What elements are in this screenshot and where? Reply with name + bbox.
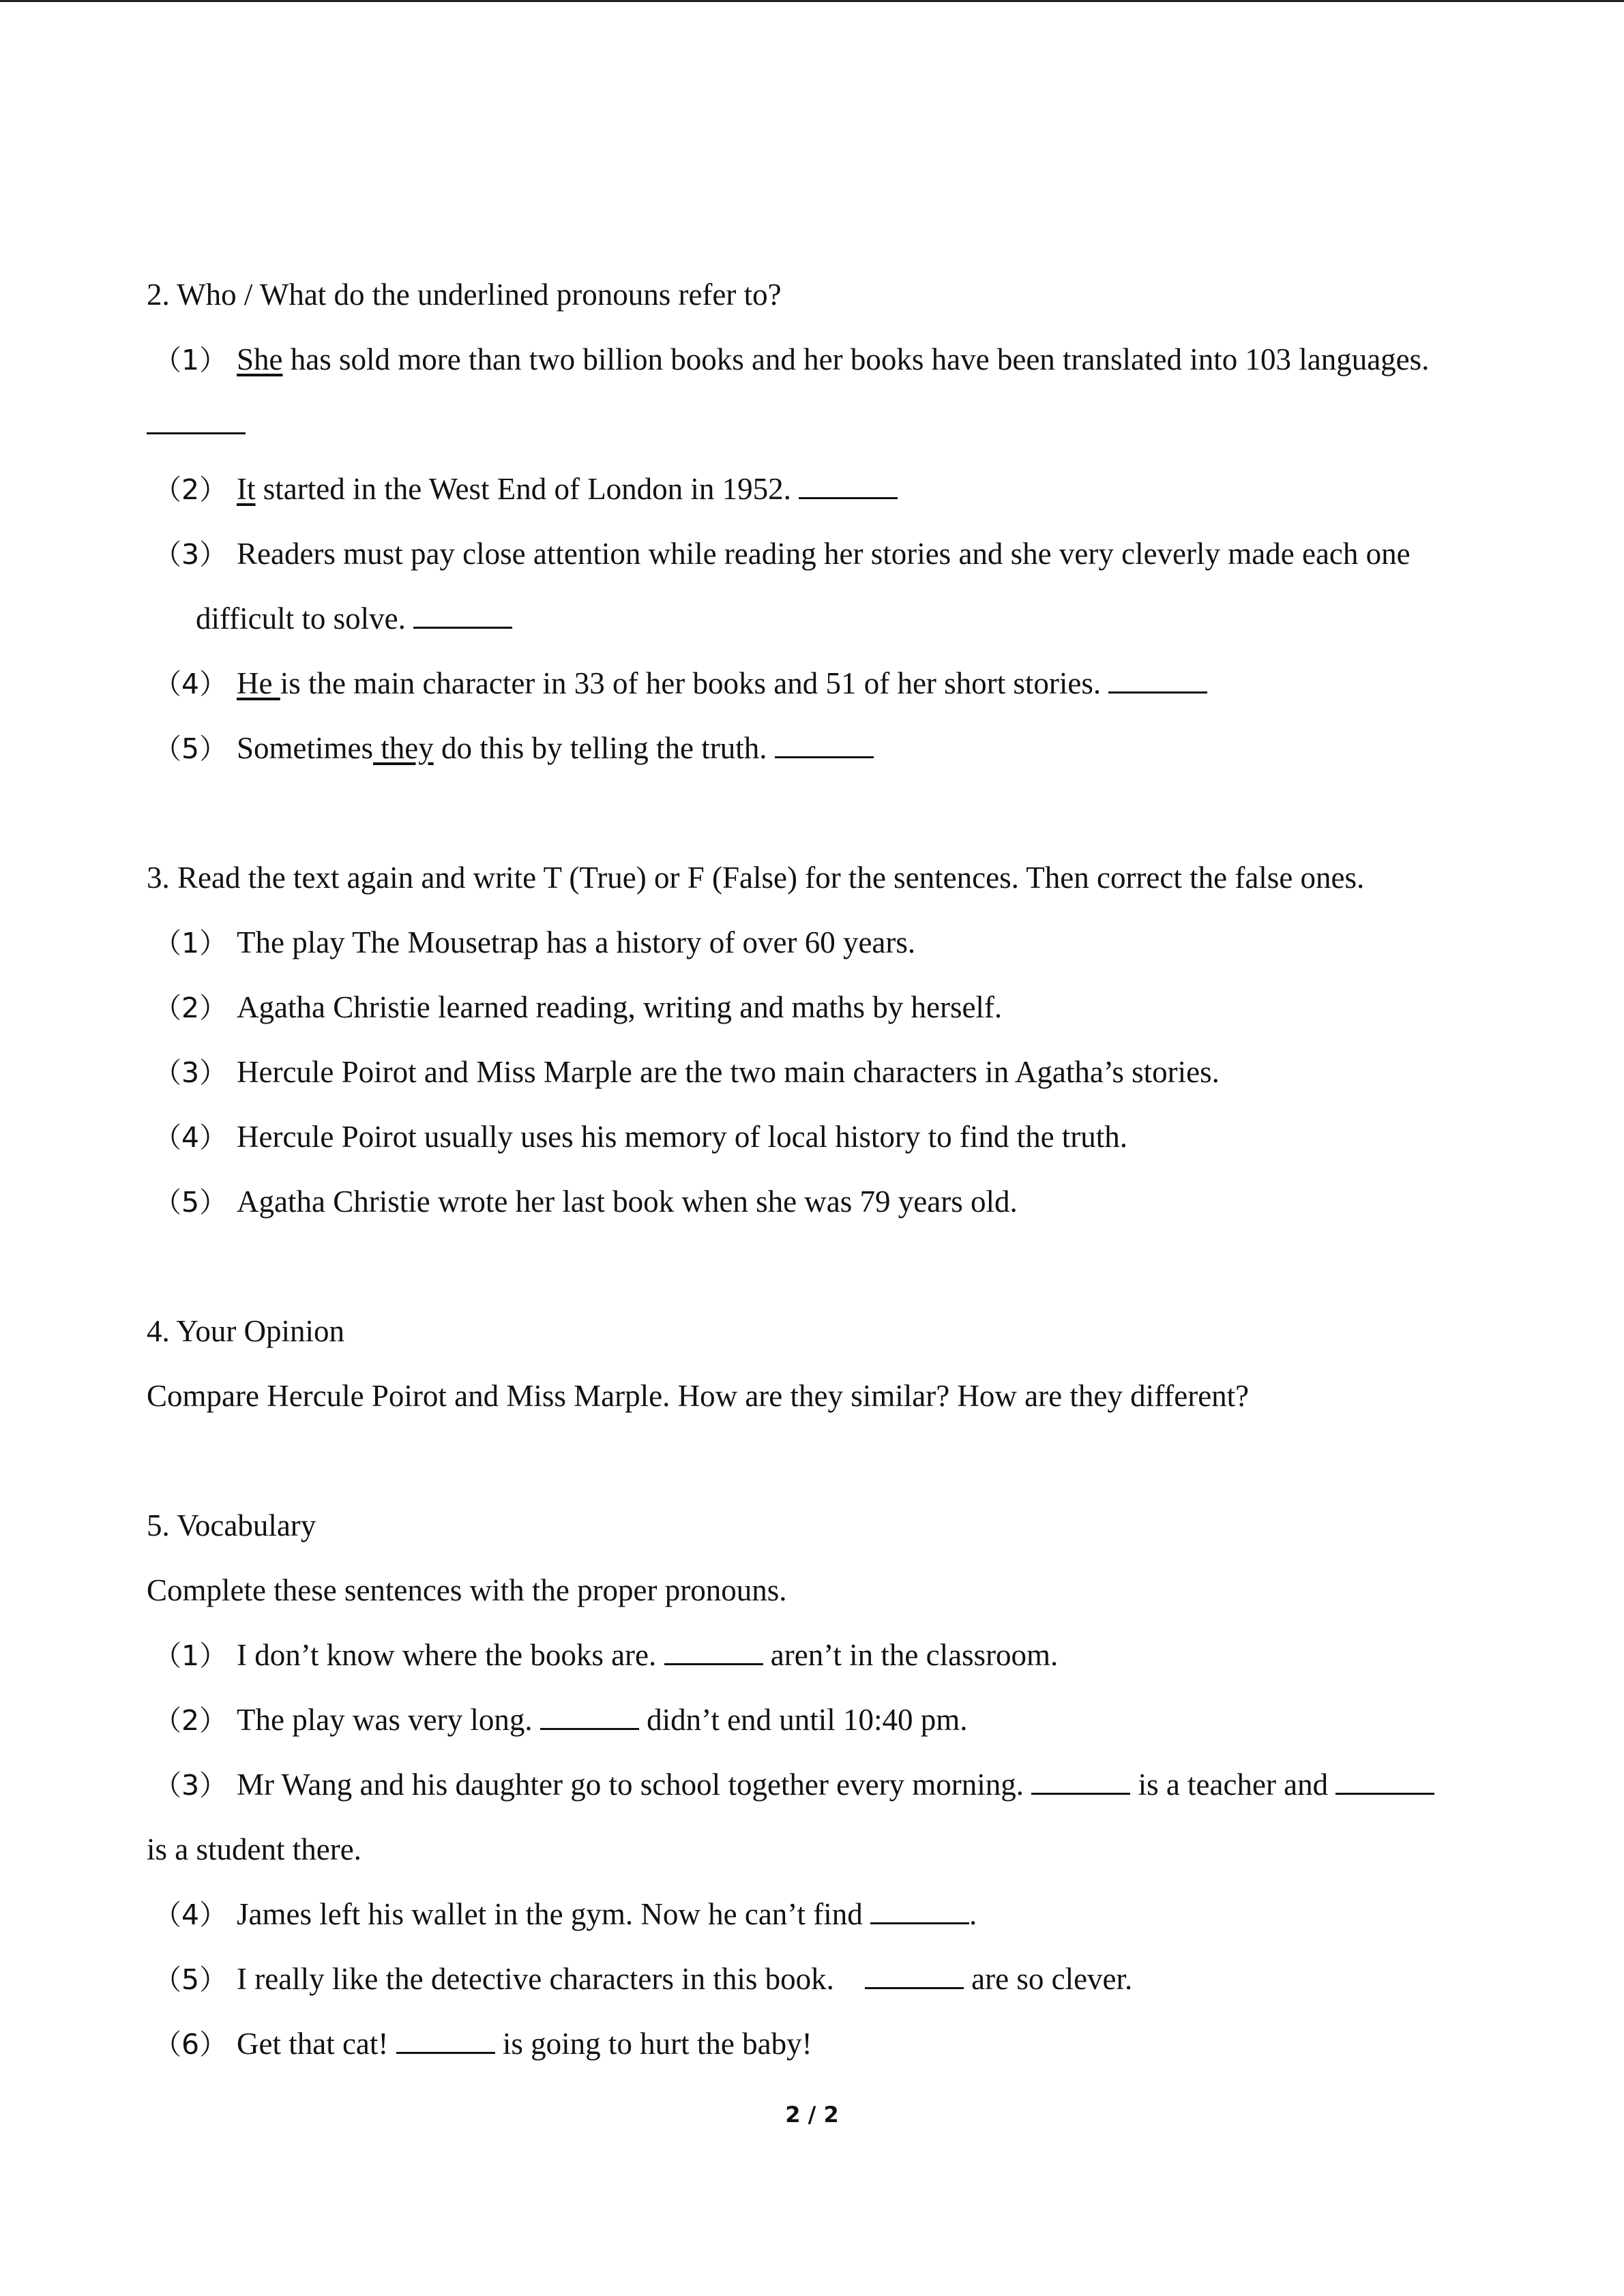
item-text: Agatha Christie learned reading, writing and maths by herself. (237, 990, 1003, 1024)
answer-blank[interactable] (799, 462, 898, 499)
underlined-pronoun: they (373, 731, 434, 765)
item-number: （2） (153, 992, 228, 1024)
item-text: are so clever. (963, 1962, 1133, 1996)
item-text: started in the West End of London in 1952. (255, 472, 799, 506)
item-number: （3） (153, 538, 228, 571)
q2-item-5 (147, 721, 1483, 786)
item-text: is the main character in 33 of her books and 51 of her short stories. (280, 666, 1109, 700)
item-number: （3） (153, 1769, 228, 1802)
q5-item-1 (147, 1628, 1483, 1693)
item-number: （6） (153, 2028, 228, 2061)
q3-item-4 (147, 1109, 1483, 1174)
answer-blank[interactable] (870, 1887, 969, 1924)
answer-blank[interactable] (540, 1693, 639, 1730)
underlined-pronoun: It (237, 472, 256, 506)
underlined-pronoun: He (237, 666, 280, 700)
q5-title: 5. Vocabulary (147, 1508, 316, 1542)
answer-blank[interactable] (775, 721, 874, 758)
q5-item-5 (147, 1952, 1483, 2016)
q5-item-4 (147, 1887, 1483, 1952)
q2-item-1 (147, 332, 1483, 397)
q2-item-3-continued (147, 591, 1483, 656)
item-text: Sometimes (237, 731, 373, 765)
q2-item-2 (147, 462, 1483, 526)
q4-title: 4. Your Opinion (147, 1314, 345, 1348)
item-text: Agatha Christie wrote her last book when she was 79 years old. (237, 1184, 1018, 1219)
item-text: didn’t end until 10:40 pm. (638, 1703, 968, 1737)
item-text: The play The Mousetrap has a history of over 60 years. (237, 925, 916, 959)
q5-item-2 (147, 1693, 1483, 1757)
answer-blank[interactable] (1335, 1757, 1434, 1795)
item-text: Hercule Poirot usually uses his memory of local history to find the truth. (237, 1120, 1128, 1154)
item-text: I don’t know where the books are. (237, 1638, 664, 1672)
section-gap (147, 1433, 1483, 1498)
item-text: difficult to solve. (196, 601, 414, 636)
item-text: aren’t in the classroom. (763, 1638, 1059, 1672)
page-number: 2 / 2 (785, 2102, 839, 2128)
underlined-pronoun: She (237, 342, 283, 376)
item-number: （1） (153, 344, 228, 376)
item-text: is going to hurt the baby! (494, 2027, 812, 2061)
item-number: （5） (153, 1186, 228, 1219)
q2-title: 2. Who / What do the underlined pronouns refer to? (147, 278, 782, 312)
answer-blank[interactable] (147, 397, 246, 434)
q2-item-4 (147, 656, 1483, 721)
item-number: （1） (153, 1639, 228, 1672)
item-text: Mr Wang and his daughter go to school together every morning. (237, 1768, 1032, 1802)
q5-item-3-continued (147, 1822, 1483, 1887)
q3-title: 3. Read the text again and write T (True) or F (False) for the sentences. Then correct the false ones. (147, 861, 1365, 895)
item-text: has sold more than two billion books and her books have been translated into 103 languages. (282, 342, 1430, 376)
item-text: do this by telling the truth. (433, 731, 775, 765)
item-text: Get that cat! (237, 2027, 396, 2061)
item-text: James left his wallet in the gym. Now he can’t find (237, 1897, 870, 1931)
item-number: （1） (153, 927, 228, 959)
q2-item-3 (147, 526, 1483, 591)
q5-instruction: Complete these sentences with the proper pronouns. (147, 1573, 787, 1607)
item-number: （2） (153, 1704, 228, 1737)
item-text: The play was very long. (237, 1703, 540, 1737)
item-text: is a teacher and (1130, 1768, 1336, 1802)
worksheet-content (147, 267, 1483, 2081)
q5-item-3 (147, 1757, 1483, 1822)
section-gap (147, 1239, 1483, 1304)
item-number: （4） (153, 668, 228, 700)
answer-blank[interactable] (865, 1952, 964, 1989)
item-text: is a student there. (147, 1832, 361, 1866)
answer-blank[interactable] (1108, 656, 1207, 694)
item-text: Hercule Poirot and Miss Marple are the two main characters in Agatha’s stories. (237, 1055, 1220, 1089)
q4-prompt: Compare Hercule Poirot and Miss Marple. How are they similar? How are they different? (147, 1379, 1250, 1413)
item-number: （3） (153, 1056, 228, 1089)
q3-item-5 (147, 1174, 1483, 1239)
item-number: （4） (153, 1121, 228, 1154)
answer-blank[interactable] (1031, 1757, 1130, 1795)
top-border-line (0, 0, 1624, 2)
section-gap (147, 786, 1483, 850)
q5-item-6 (147, 2016, 1483, 2081)
q3-item-2 (147, 980, 1483, 1045)
q3-item-3 (147, 1045, 1483, 1109)
item-number: （2） (153, 473, 228, 506)
item-text: I really like the detective characters in this book. (237, 1962, 865, 1996)
item-text: Readers must pay close attention while reading her stories and she very cleverly made each one (237, 537, 1411, 571)
item-number: （4） (153, 1898, 228, 1931)
answer-blank[interactable] (664, 1628, 763, 1665)
item-text: . (969, 1897, 977, 1931)
q3-item-1 (147, 915, 1483, 980)
q2-item-1-answer-line (147, 397, 1483, 462)
answer-blank[interactable] (413, 591, 512, 629)
answer-blank[interactable] (396, 2016, 495, 2054)
item-number: （5） (153, 1963, 228, 1996)
item-number: （5） (153, 732, 228, 765)
